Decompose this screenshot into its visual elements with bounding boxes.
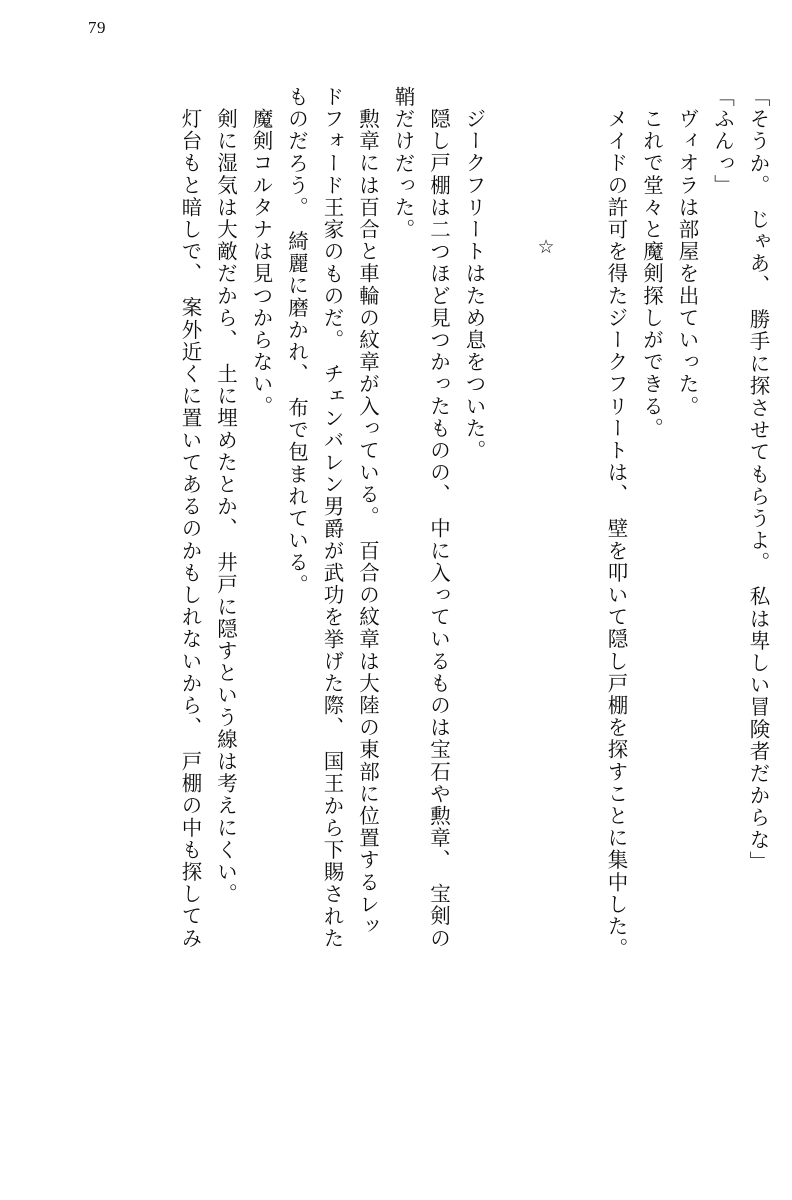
text-column-9: ジークフリートはため息をついた。	[462, 108, 486, 462]
text-column-11: 鞘だけだった。	[391, 86, 415, 241]
text-column-6-blank	[555, 86, 591, 1156]
text-column-1: 「そうか。 じゃあ、 勝手に探させてもらうよ。 私は卑しい冒険者だからな」	[746, 86, 770, 873]
vertical-text-block	[30, 86, 768, 1156]
text-column-5: メイドの許可を得たジークフリートは、 壁を叩いて隠し戸棚を探すことに集中した。	[604, 108, 628, 960]
text-column-7-ornament: ☆	[535, 236, 557, 258]
text-column-4: これで堂々と魔剣探しができる。	[639, 108, 664, 440]
text-column-16: 剣に湿気は大敵だから、 土に埋めたとか、 井戸に隠すという線は考えにくい。	[213, 108, 238, 906]
text-column-10: 隠し戸棚は二つほど見つかったものの、 中に入っているものは宝石や勲章、 宝剣の	[426, 108, 451, 950]
text-column-15: 魔剣コルタナは見つからない。	[249, 108, 273, 418]
text-column-12: 勲章には百合と車輪の紋章が入っている。 百合の紋章は大陸の東部に位置するレッ	[355, 108, 380, 938]
text-column-3: ヴィオラは部屋を出ていった。	[675, 108, 699, 418]
text-column-13: ドフォード王家のものだ。 チェンバレン男爵が武功を挙げた際、 国王から下賜された	[320, 86, 344, 950]
text-column-14: ものだろう。 綺麗に磨かれ、 布で包まれている。	[284, 86, 309, 596]
text-column-8-blank	[484, 86, 520, 1156]
page-number: 79	[88, 18, 106, 37]
text-column-2: 「ふんっ」	[710, 86, 735, 197]
text-column-17: 灯台もと暗しで、 案外近くに置いてあるのかもしれないから、 戸棚の中も探してみ	[178, 108, 202, 950]
